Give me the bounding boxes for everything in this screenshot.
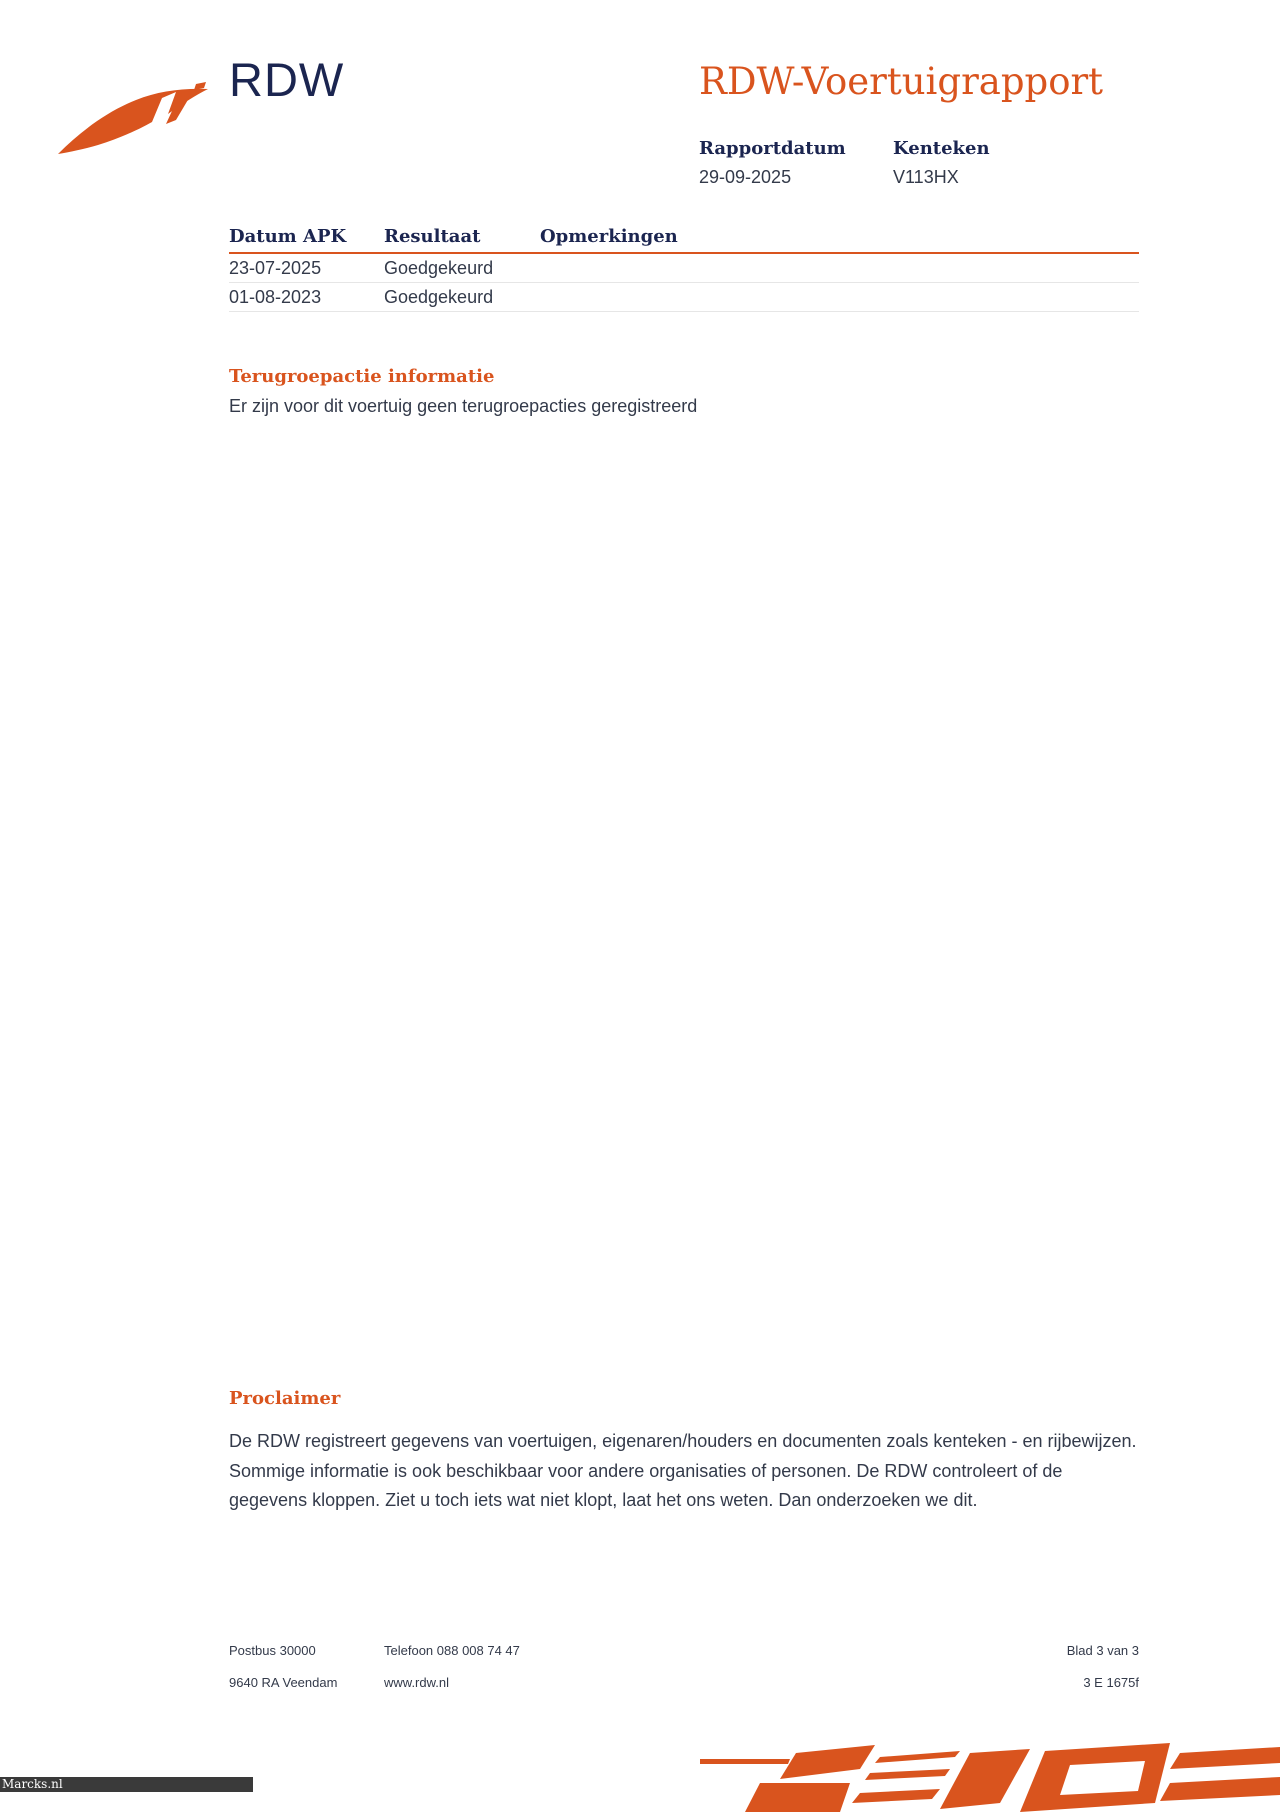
kenteken-value: V113HX [893, 167, 959, 187]
rdw-stripes-icon [700, 1743, 1280, 1812]
footer-city: 9640 RA Veendam [229, 1675, 338, 1690]
recall-text: Er zijn voor dit voertuig geen terugroepacties geregistreerd [229, 396, 698, 416]
footer-telefoon: Telefoon 088 008 74 47 [384, 1643, 520, 1658]
cell-resultaat: Goedgekeurd [384, 287, 494, 307]
column-header-resultaat: Resultaat [384, 226, 481, 247]
footer-website-link[interactable]: www.rdw.nl [384, 1675, 450, 1690]
cell-datum: 23-07-2025 [229, 258, 322, 278]
rapportdatum-value: 29-09-2025 [699, 167, 792, 187]
footer-page-number: Blad 3 van 3 [1066, 1643, 1139, 1658]
column-header-opmerkingen: Opmerkingen [540, 226, 678, 247]
table-row [229, 283, 1139, 312]
cell-resultaat: Goedgekeurd [384, 258, 494, 278]
logo-text: RDW [229, 53, 345, 106]
watermark: Marcks.nl [0, 1777, 253, 1792]
rapportdatum-label: Rapportdatum [699, 138, 846, 159]
report-title: RDW-Voertuigrapport [699, 60, 1104, 103]
apk-table [229, 224, 1139, 312]
proclaimer-heading: Proclaimer [229, 1388, 341, 1409]
rdw-wing-logo-icon [58, 80, 208, 160]
recall-heading: Terugroepactie informatie [229, 366, 495, 387]
footer-postbus: Postbus 30000 [229, 1643, 316, 1658]
footer-document-code: 3 E 1675f [1083, 1675, 1139, 1690]
kenteken-label: Kenteken [893, 138, 990, 159]
proclaimer-text: De RDW registreert gegevens van voertuigen, eigenaren/houders en documenten zoals kenteken - en rijbewijzen. Sommige informatie is ook beschikbaar voor andere organisaties of personen. De RDW controleert of de gegevens kloppen. Ziet u toch iets wat niet klopt, laat het ons weten. Dan onderzoeken we dit. [229, 1431, 1137, 1510]
cell-datum: 01-08-2023 [229, 287, 322, 307]
table-header-row [229, 224, 1139, 254]
table-row [229, 254, 1139, 283]
column-header-datum-apk: Datum APK [229, 226, 347, 247]
